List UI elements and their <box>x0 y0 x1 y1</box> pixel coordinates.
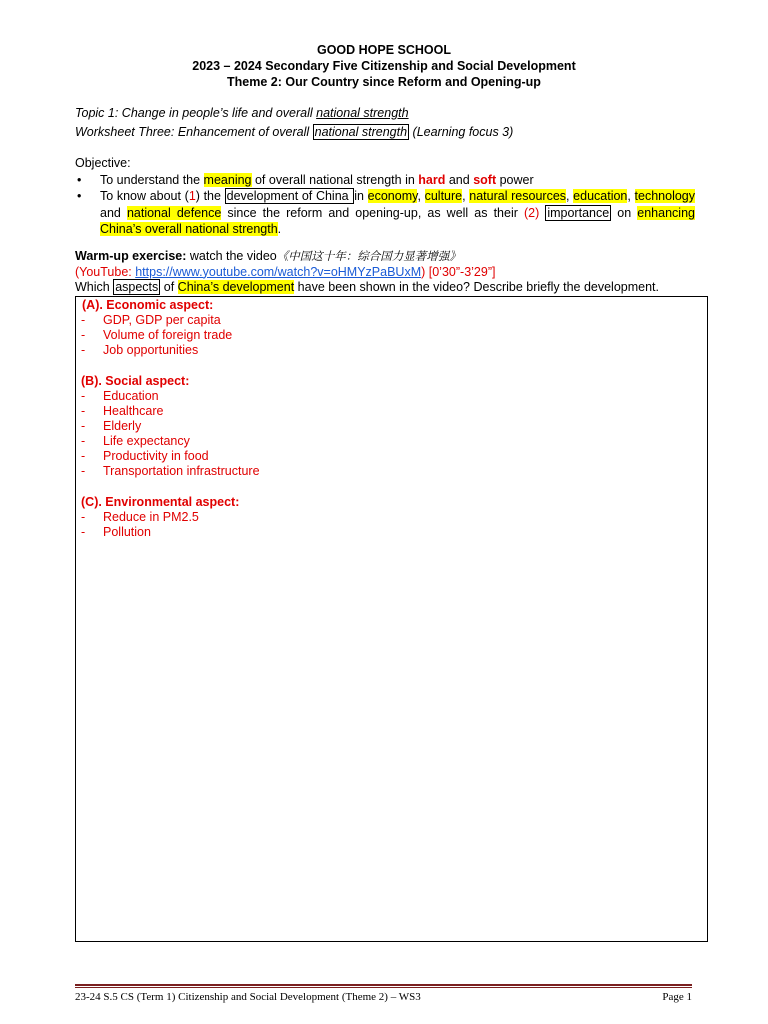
answer-item <box>81 510 703 525</box>
answer-text: Elderly <box>103 419 142 433</box>
warmup-line: Warm-up exercise: watch the video《中国这十年：综合国力显著增强》 <box>75 249 461 263</box>
warmup-label: Warm-up exercise: <box>75 249 187 263</box>
dash-bullet: - <box>81 313 86 327</box>
answer-text: Healthcare <box>103 404 164 418</box>
answer-box <box>75 296 708 942</box>
answer-text: Education <box>103 389 159 403</box>
section-title: (C). Environmental aspect: <box>81 495 240 509</box>
theme-title: Theme 2: Our Country since Reform and Opening-up <box>227 75 541 89</box>
dash-bullet: - <box>81 449 86 463</box>
topic-line: Topic 1: Change in people’s life and overall national strength <box>75 106 409 120</box>
answer-text: Transportation infrastructure <box>103 464 260 478</box>
answer-item <box>81 464 703 479</box>
social-section <box>81 374 703 479</box>
document-header <box>0 42 768 90</box>
footer-rule <box>75 984 692 986</box>
bullet-icon: • <box>77 189 82 203</box>
answer-text: Job opportunities <box>103 343 199 357</box>
answer-text: Pollution <box>103 525 151 539</box>
objective-item: • To understand the meaning of overall national strength in hard and soft power <box>77 172 534 187</box>
warmup-block <box>75 249 715 296</box>
worksheet-boxed-term: national strength <box>314 125 408 139</box>
course-title: 2023 – 2024 Secondary Five Citizenship and Social Development <box>192 59 576 73</box>
answer-item <box>81 434 703 449</box>
environmental-section <box>81 495 703 540</box>
topic-underlined-term: national strength <box>316 106 409 120</box>
objective-item: • To know about (1) the development of China in economy, culture, natural resources, education, technology and national defence since the reform and opening-up, as well as their (2) importance on enhancing China’s overall national strength. <box>77 189 696 236</box>
dash-bullet: - <box>81 343 86 357</box>
footer-text: 23-24 S.5 CS (Term 1) Citizenship and Social Development (Theme 2) – WS3 <box>75 991 421 1003</box>
objective-list <box>75 172 695 238</box>
answer-text: GDP, GDP per capita <box>103 313 221 327</box>
page-number: Page 1 <box>662 991 692 1003</box>
answer-item <box>81 343 703 358</box>
answer-text: Life expectancy <box>103 434 190 448</box>
worksheet-line: Worksheet Three: Enhancement of overall national strength (Learning focus 3) <box>75 125 514 139</box>
footer-rule <box>75 987 692 988</box>
dash-bullet: - <box>81 419 86 433</box>
answer-item <box>81 313 703 328</box>
page-footer <box>75 991 692 1003</box>
section-title: (B). Social aspect: <box>81 374 190 388</box>
objective-title: Objective: <box>75 156 131 170</box>
dash-bullet: - <box>81 525 86 539</box>
dash-bullet: - <box>81 434 86 448</box>
objective-block <box>75 155 695 238</box>
video-title: 《中国这十年：综合国力显著增强》 <box>276 249 461 263</box>
topic-block <box>75 104 513 142</box>
answer-item <box>81 419 703 434</box>
answer-item <box>81 404 703 419</box>
section-title: (A). Economic aspect: <box>82 298 214 312</box>
dash-bullet: - <box>81 404 86 418</box>
economic-section <box>81 298 703 358</box>
answer-item <box>81 449 703 464</box>
answer-item <box>81 389 703 404</box>
warmup-question: Which aspects of China’s development have been shown in the video? Describe briefly the development. <box>75 280 659 294</box>
dash-bullet: - <box>81 510 86 524</box>
bullet-icon: • <box>77 172 82 187</box>
answer-item <box>81 328 703 343</box>
answer-text: Reduce in PM2.5 <box>103 510 199 524</box>
dash-bullet: - <box>81 328 86 342</box>
youtube-link[interactable]: https://www.youtube.com/watch?v=oHMYzPaBUxM <box>135 264 422 279</box>
dash-bullet: - <box>81 389 86 403</box>
answer-text: Volume of foreign trade <box>103 328 233 342</box>
answer-text: Productivity in food <box>103 449 209 463</box>
dash-bullet: - <box>81 464 86 478</box>
school-name: GOOD HOPE SCHOOL <box>316 43 452 57</box>
answer-item <box>81 525 703 540</box>
youtube-line: (YouTube: https://www.youtube.com/watch?v=oHMYzPaBUxM) [0’30”-3’29”] <box>75 264 496 279</box>
